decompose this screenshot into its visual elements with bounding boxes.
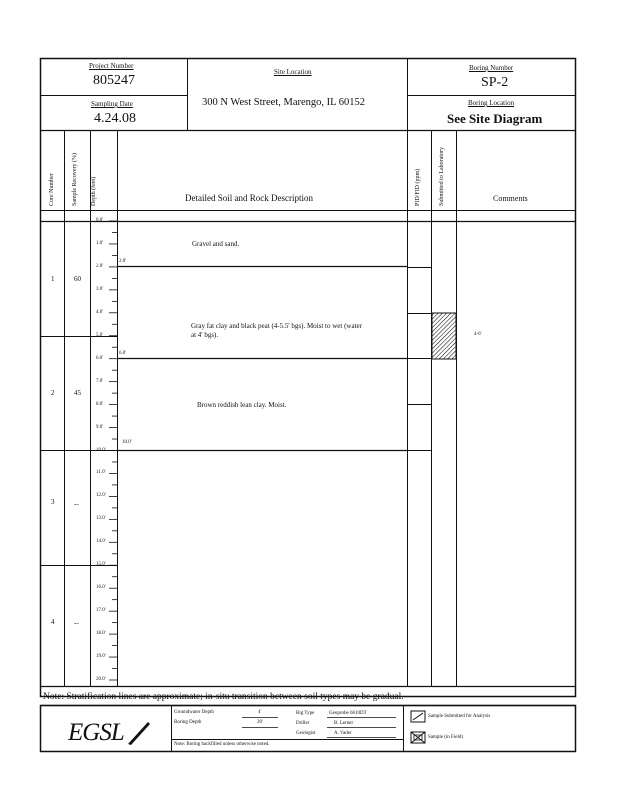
depth-tick-label: 4.0' bbox=[96, 309, 104, 315]
groundwater-depth-label: Groundwater Depth bbox=[174, 710, 214, 715]
core-recovery: 45 bbox=[74, 389, 81, 397]
sampling-date-label: Sampling Date bbox=[91, 100, 133, 108]
core-recovery: -- bbox=[74, 500, 79, 508]
core-number: 1 bbox=[51, 275, 55, 283]
core-number: 3 bbox=[51, 498, 55, 506]
core-number: 4 bbox=[51, 618, 55, 626]
sample-recovery-header: Sample Recovery (%) bbox=[72, 153, 78, 206]
layer-description: Brown reddish lean clay. Moist. bbox=[197, 401, 287, 409]
depth-tick-label: 10.0' bbox=[96, 447, 106, 453]
depth-tick-label: 0.0' bbox=[96, 218, 104, 223]
depth-tick-label: 11.0' bbox=[96, 470, 106, 476]
legend-submitted-label: Sample Submitted for Analysis bbox=[428, 714, 491, 719]
layer-top-label: 10.0' bbox=[122, 440, 132, 445]
depth-tick-label: 16.0' bbox=[96, 585, 106, 591]
geologist-value: A. Vader bbox=[334, 731, 352, 736]
core-number: 2 bbox=[51, 389, 55, 397]
site-location-label: Site Location bbox=[274, 68, 312, 76]
description-header: Detailed Soil and Rock Description bbox=[185, 193, 313, 203]
boring-number: SP-2 bbox=[481, 75, 509, 90]
depth-tick-label: 19.0' bbox=[96, 654, 106, 660]
sample-hatch bbox=[432, 313, 456, 359]
sample-comment: 4-6' bbox=[474, 332, 482, 337]
depth-tick-label: 12.0' bbox=[96, 493, 106, 499]
backfill-note: Note: Boring backfilled unless otherwise noted. bbox=[174, 742, 270, 747]
depth-tick-label: 5.0' bbox=[96, 332, 104, 338]
depth-tick-label: 6.0' bbox=[96, 355, 104, 361]
comments-header: Comments bbox=[493, 194, 528, 203]
driller-label: Driller bbox=[296, 721, 310, 726]
rig-type-label: Rig Type bbox=[296, 711, 315, 716]
layer-description: Gravel and sand. bbox=[192, 240, 240, 248]
project-number: 805247 bbox=[93, 73, 135, 88]
boring-depth-label: Boring Depth bbox=[174, 720, 202, 725]
depth-tick-label: 3.0' bbox=[96, 286, 104, 292]
boring-number-label: Boring Number bbox=[469, 64, 514, 72]
boring-location: See Site Diagram bbox=[447, 111, 543, 126]
depth-header: Depth (feet) bbox=[91, 176, 97, 206]
depth-tick-label: 13.0' bbox=[96, 516, 106, 522]
depth-tick-label: 20.0' bbox=[96, 677, 106, 682]
core-recovery: -- bbox=[74, 619, 79, 627]
pid-header: PID/FID (ppm) bbox=[415, 168, 421, 206]
boring-location-label: Boring Location bbox=[468, 99, 515, 107]
depth-tick-label: 2.0' bbox=[96, 263, 104, 269]
depth-tick-label: 9.0' bbox=[96, 424, 104, 430]
layer-top-label: 2.0' bbox=[119, 259, 127, 264]
depth-tick-label: 15.0' bbox=[96, 562, 106, 568]
sampling-date: 4.24.08 bbox=[94, 111, 136, 126]
groundwater-depth-value: 4' bbox=[258, 710, 262, 715]
depth-tick-label: 18.0' bbox=[96, 631, 106, 637]
core-recovery: 60 bbox=[74, 275, 81, 283]
layer-top-label: 6.0' bbox=[119, 351, 127, 356]
driller-value: B. Lerner bbox=[334, 721, 354, 726]
depth-tick-label: 7.0' bbox=[96, 378, 104, 384]
layer-description: Gray fat clay and black peat (4-5.5' bgs). Moist to wet (water at 4' bgs). bbox=[191, 322, 362, 339]
project-number-label: Project Number bbox=[89, 62, 134, 70]
submitted-header: Submitted to Laboratory bbox=[439, 147, 445, 206]
egsl-logo: EGSL bbox=[68, 719, 124, 746]
site-location: 300 N West Street, Marengo, IL 60152 bbox=[202, 97, 366, 108]
depth-tick-label: 17.0' bbox=[96, 608, 106, 614]
legend-field-label: Sample (in Field) bbox=[428, 735, 463, 740]
depth-tick-label: 14.0' bbox=[96, 539, 106, 545]
boring-depth-value: 20' bbox=[257, 720, 263, 725]
depth-tick-label: 8.0' bbox=[96, 401, 104, 407]
geologist-label: Geologist bbox=[296, 731, 316, 736]
depth-tick-label: 1.0' bbox=[96, 240, 104, 246]
rig-type-value: Geoprobe 6610DT bbox=[329, 711, 367, 716]
stratification-note: Note: Stratification lines are approximate; in-situ transition between soil types may be gradual. bbox=[43, 692, 404, 702]
core-number-header: Core Number bbox=[49, 173, 55, 206]
